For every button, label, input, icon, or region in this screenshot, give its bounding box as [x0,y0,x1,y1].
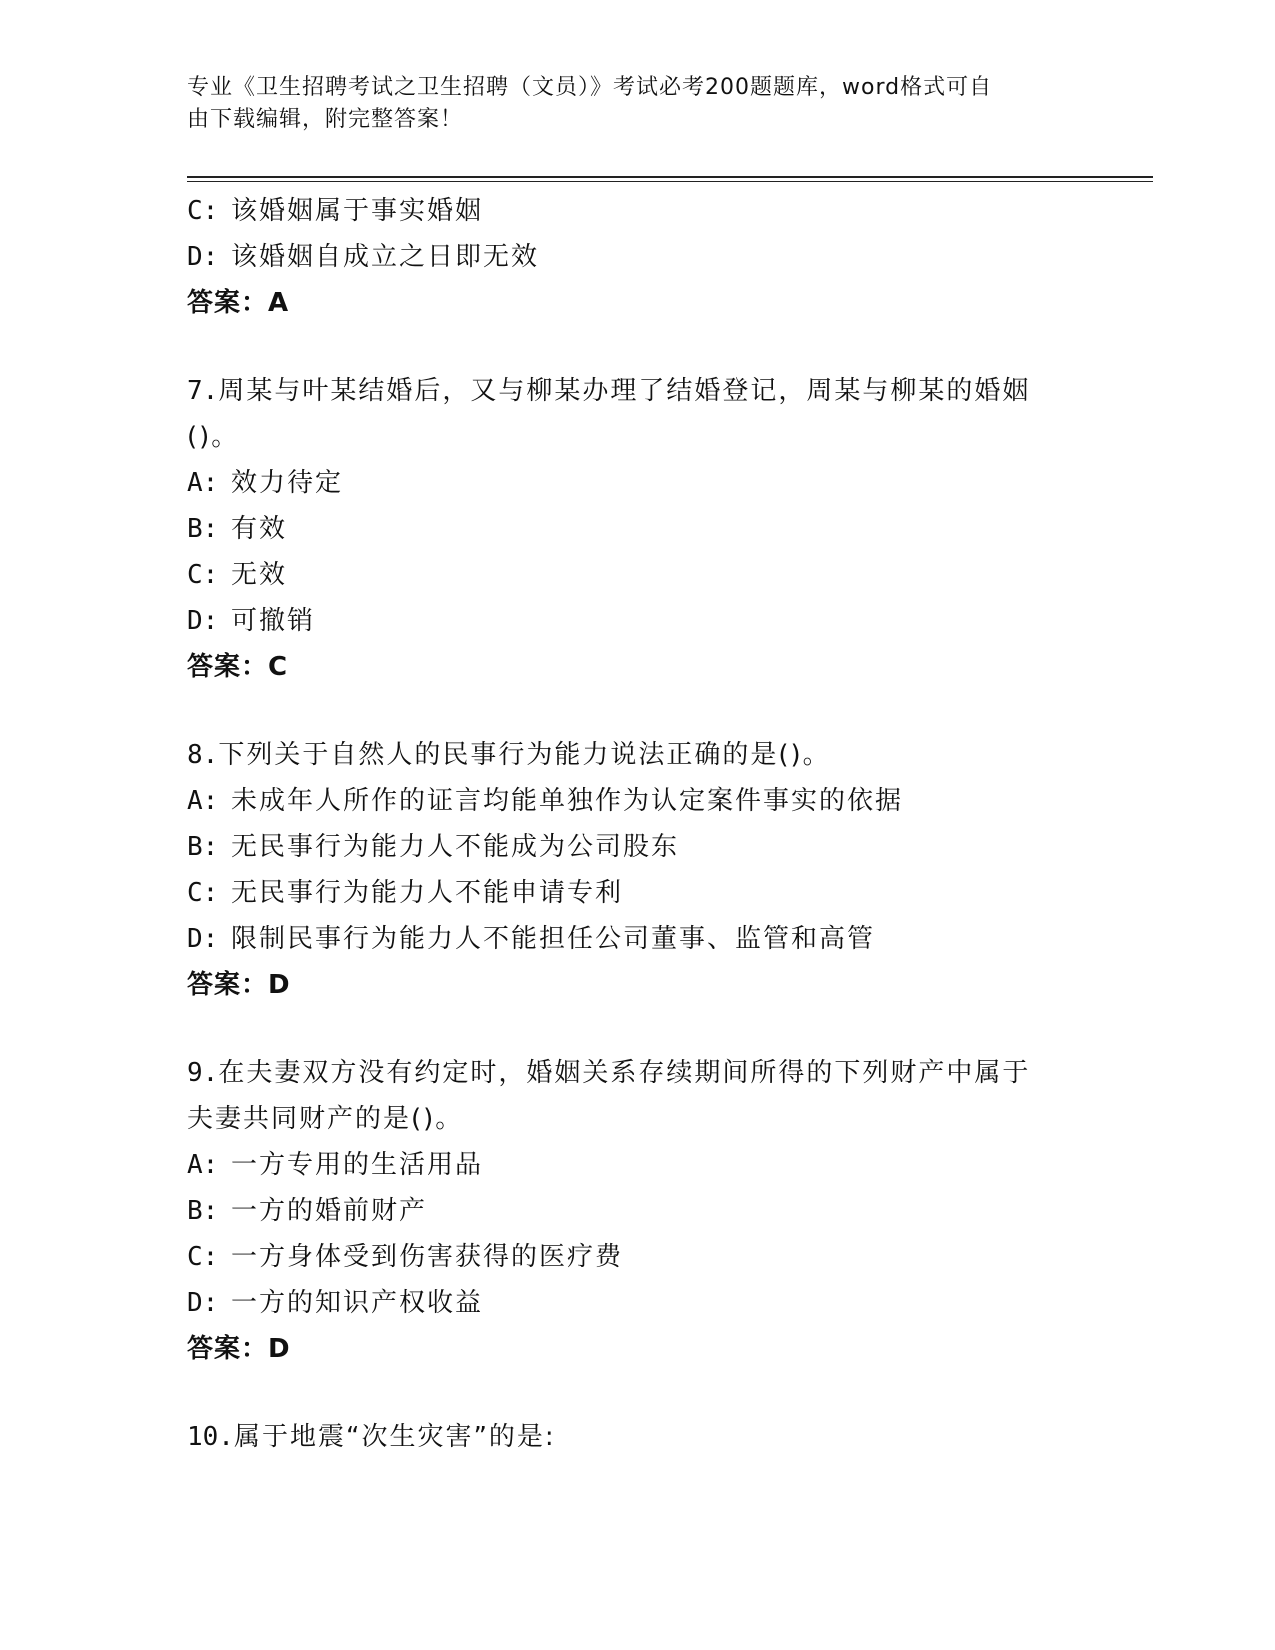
option-d [187,1280,1087,1326]
option-letter: B: [187,1196,219,1226]
question-7 [187,368,1087,690]
option-a [187,778,1087,824]
option-letter: C: [187,1242,219,1272]
option-letter: A: [187,786,219,816]
option-text: 未成年人所作的证言均能单独作为认定案件事实的依据 [231,786,904,816]
question-9 [187,1050,1087,1372]
option-c [187,188,1087,234]
question-10 [187,1414,1087,1460]
option-letter: C: [187,560,219,590]
option-d [187,916,1087,962]
option-letter: D: [187,242,219,272]
option-text: 无民事行为能力人不能成为公司股东 [231,832,680,862]
question-stem [187,368,1087,414]
spacer [187,1372,1087,1414]
question-stem [187,732,1087,778]
header-divider-thick [187,176,1153,178]
question-number: 10. [187,1422,234,1452]
option-c [187,1234,1087,1280]
answer-line: 答案：C [187,652,289,682]
option-letter: C: [187,878,219,908]
option-text: 一方的知识产权收益 [231,1288,484,1318]
option-text: 一方专用的生活用品 [231,1150,484,1180]
option-c [187,552,1087,598]
spacer [187,690,1087,732]
option-text: 无民事行为能力人不能申请专利 [231,878,624,908]
document-header [187,72,1067,136]
question-number: 8. [187,740,219,770]
option-a [187,460,1087,506]
header-divider-thin [187,181,1153,182]
option-text: 一方身体受到伤害获得的医疗费 [231,1242,624,1272]
question-stem-line-1: 周某与叶某结婚后，又与柳某办理了结婚登记，周某与柳某的婚姻 [218,376,1031,406]
question-stem [187,1050,1087,1096]
option-letter: D: [187,924,219,954]
question-stem-line-2: 夫妻共同财产的是()。 [187,1104,464,1134]
header-line-1: 专业《卫生招聘考试之卫生招聘（文员）》考试必考200题题库，word格式可自 [187,75,993,100]
question-stem-line-1: 在夫妻双方没有约定时，婚姻关系存续期间所得的下列财产中属于 [218,1058,1031,1088]
option-d [187,598,1087,644]
option-letter: B: [187,514,219,544]
option-text: 效力待定 [231,468,344,498]
answer-line: 答案：D [187,970,291,1000]
option-b [187,1188,1087,1234]
question-number: 7. [187,376,219,406]
header-line-2: 由下载编辑，附完整答案！ [187,107,464,132]
option-text: 该婚姻自成立之日即无效 [231,242,540,272]
option-letter: A: [187,468,219,498]
spacer [187,326,1087,368]
answer-line: 答案：A [187,288,290,318]
option-c [187,870,1087,916]
option-b [187,824,1087,870]
question-stem-line-1: 属于地震“次生灾害”的是: [233,1422,556,1452]
spacer [187,1008,1087,1050]
question-stem-line-2: ()。 [187,422,240,452]
option-text: 限制民事行为能力人不能担任公司董事、监管和高管 [231,924,876,954]
question-6-continued [187,188,1087,326]
question-stem-line-1: 下列关于自然人的民事行为能力说法正确的是()。 [218,740,831,770]
answer-line: 答案：D [187,1334,291,1364]
option-letter: C: [187,196,219,226]
option-b [187,506,1087,552]
option-d [187,234,1087,280]
option-a [187,1142,1087,1188]
option-letter: A: [187,1150,219,1180]
option-text: 无效 [231,560,288,590]
option-text: 一方的婚前财产 [231,1196,428,1226]
question-stem [187,1414,1087,1460]
option-letter: D: [187,606,219,636]
option-text: 该婚姻属于事实婚姻 [231,196,484,226]
option-letter: D: [187,1288,219,1318]
document-body [187,188,1087,1460]
option-letter: B: [187,832,219,862]
option-text: 可撤销 [231,606,316,636]
question-8 [187,732,1087,1008]
option-text: 有效 [231,514,288,544]
question-number: 9. [187,1058,219,1088]
